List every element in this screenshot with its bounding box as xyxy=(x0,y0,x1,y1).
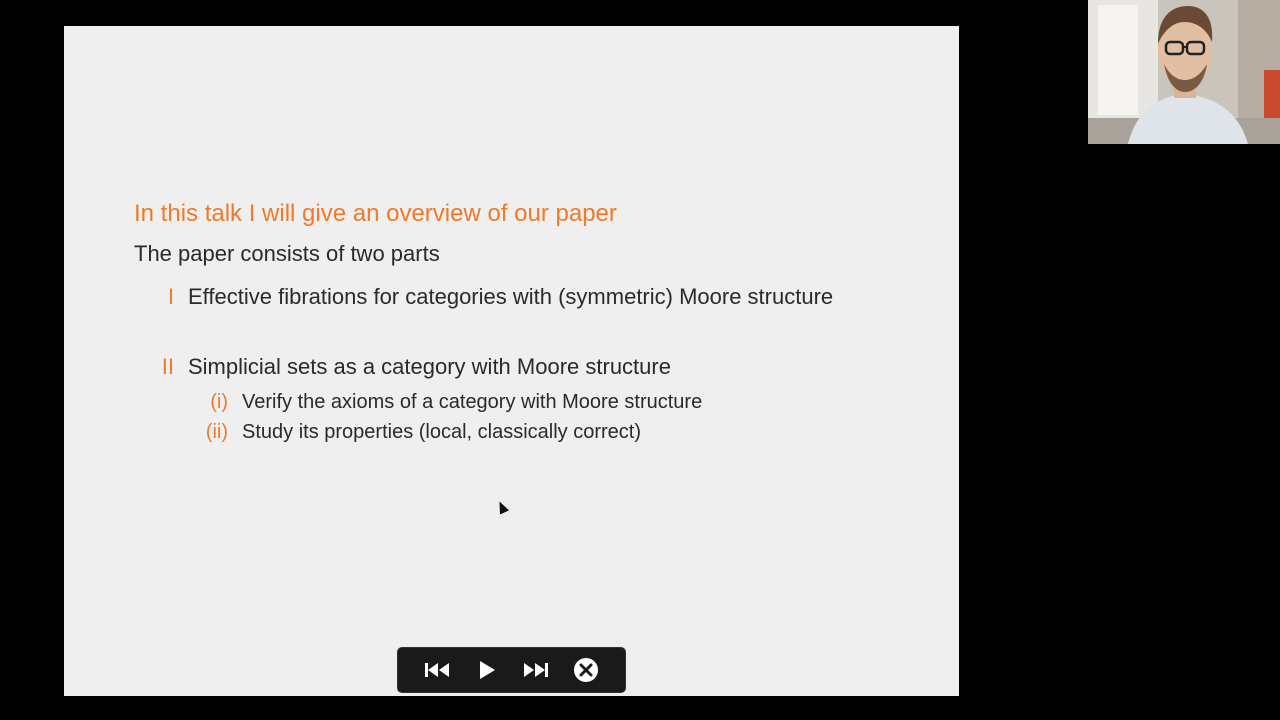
list-marker: I xyxy=(167,284,174,309)
slide-title: In this talk I will give an overview of our paper xyxy=(134,200,617,227)
slideshow-controls xyxy=(397,647,626,693)
list-item-text: Effective fibrations for categories with (symmetric) Moore structure xyxy=(188,284,834,309)
sub-list-item-2 xyxy=(205,418,642,446)
list-marker: II xyxy=(161,354,174,379)
sub-list-item-text: Study its properties (local, classically correct) xyxy=(242,421,642,443)
play-icon[interactable] xyxy=(470,653,504,687)
skip-back-icon[interactable] xyxy=(420,653,454,687)
list-item-part-1 xyxy=(167,280,848,314)
sub-list-marker: (ii) xyxy=(205,421,228,443)
sub-list-item-text: Verify the axioms of a category with Moore structure xyxy=(242,391,703,413)
sub-list-marker: (i) xyxy=(210,391,228,413)
slide xyxy=(64,26,959,696)
close-icon[interactable] xyxy=(569,653,603,687)
sub-list-item-1 xyxy=(210,388,703,416)
skip-forward-icon[interactable] xyxy=(519,653,553,687)
presenter-video-frame xyxy=(1088,0,1280,144)
list-item-part-2 xyxy=(161,350,671,384)
list-item-text: Simplicial sets as a category with Moore structure xyxy=(188,354,671,379)
presenter-video xyxy=(1088,0,1280,144)
slide-subtitle: The paper consists of two parts xyxy=(134,241,440,266)
